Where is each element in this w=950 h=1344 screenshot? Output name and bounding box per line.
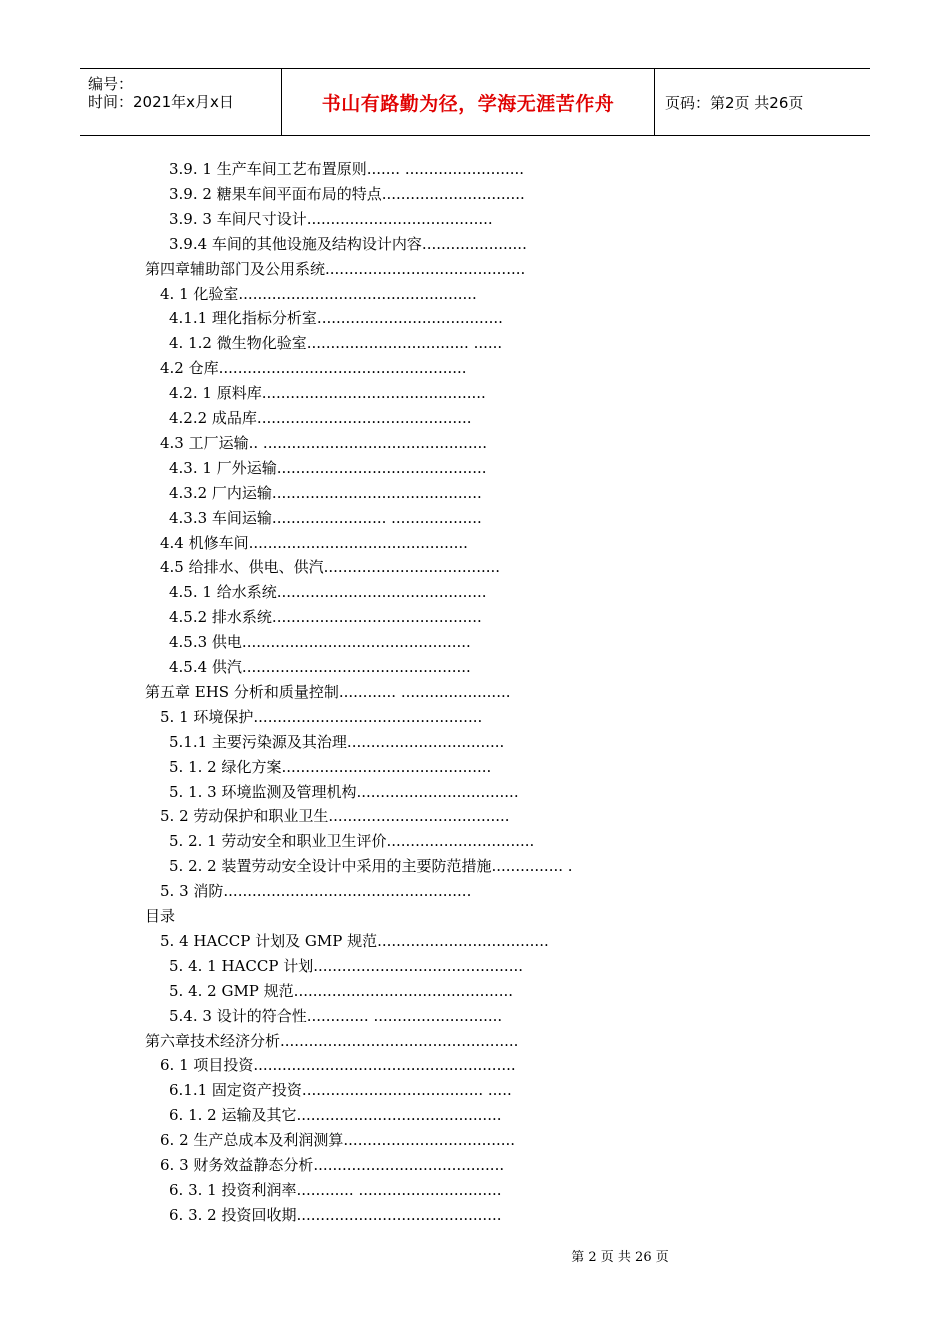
toc-entry[interactable]: 4.5 给排水、供电、供汽..................................... <box>160 558 501 576</box>
toc-entry[interactable]: 5.4. 3 设计的符合性............. ........................... <box>169 1007 503 1025</box>
toc-entry[interactable]: 5. 4. 1 HACCP 计划............................................ <box>169 957 523 975</box>
toc-entry[interactable]: 4. 1 化验室.................................................. <box>160 285 477 303</box>
toc-entry[interactable]: 5. 2. 2 装置劳动安全设计中采用的主要防范措施............... . <box>169 857 573 875</box>
toc-entry[interactable]: 4.2 仓库.................................................... <box>160 359 467 377</box>
toc-entry[interactable]: 第五章 EHS 分析和质量控制............ ....................... <box>145 683 511 701</box>
toc-entry[interactable]: 6.1.1 固定资产投资...................................... ..... <box>169 1081 512 1099</box>
document-time-label: 时间：2021年x月x日 <box>88 93 234 111</box>
toc-entry[interactable]: 4.3 工厂运输.. ............................................... <box>160 434 488 452</box>
header-motto-cell <box>282 69 655 135</box>
document-number-label: 编号： <box>88 75 134 93</box>
toc-entry[interactable]: 4.3. 1 厂外运输............................................ <box>169 459 487 477</box>
toc-entry[interactable]: 3.9. 3 车间尺寸设计....................................... <box>169 210 493 228</box>
toc-entry[interactable]: 4.3.3 车间运输........................ ................... <box>169 509 482 527</box>
toc-entry[interactable]: 6. 3. 2 投资回收期........................................... <box>169 1206 502 1224</box>
toc-entry[interactable]: 3.9. 2 糖果车间平面布局的特点.............................. <box>169 185 525 203</box>
toc-entry[interactable]: 6. 3 财务效益静态分析........................................ <box>160 1156 505 1174</box>
toc-entry[interactable]: 5. 1 环境保护................................................ <box>160 708 483 726</box>
toc-entry[interactable]: 6. 1 项目投资....................................................... <box>160 1056 516 1074</box>
toc-entry[interactable]: 6. 3. 1 投资利润率............ .............................. <box>169 1181 502 1199</box>
toc-entry[interactable]: 6. 1. 2 运输及其它........................................... <box>169 1106 502 1124</box>
toc-entry[interactable]: 4.1.1 理化指标分析室....................................... <box>169 309 503 327</box>
header-meta-cell <box>80 69 282 135</box>
toc-entry[interactable]: 5. 1. 3 环境监测及管理机构.................................. <box>169 783 519 801</box>
toc-entry[interactable]: 3.9. 1 生产车间工艺布置原则....... ......................... <box>169 160 525 178</box>
toc-entry[interactable]: 5. 4 HACCP 计划及 GMP 规范.................................... <box>160 932 549 950</box>
header-page-cell <box>655 69 870 135</box>
toc-entry[interactable]: 5. 2 劳动保护和职业卫生...................................... <box>160 807 510 825</box>
toc-entry[interactable]: 4.5.2 排水系统............................................ <box>169 608 482 626</box>
footer-page-number: 第 2 页 共 26 页 <box>571 1250 669 1265</box>
toc-entry[interactable]: 6. 2 生产总成本及利润测算.................................... <box>160 1131 516 1149</box>
toc-entry[interactable]: 3.9.4 车间的其他设施及结构设计内容...................... <box>169 235 527 253</box>
toc-entry[interactable]: 4.3.2 厂内运输............................................ <box>169 484 482 502</box>
toc-entry[interactable]: 4.5. 1 给水系统............................................ <box>169 583 487 601</box>
page-header <box>80 68 870 136</box>
toc-entry[interactable]: 4.4 机修车间.............................................. <box>160 534 468 552</box>
toc-entry[interactable]: 第四章辅助部门及公用系统.......................................... <box>145 260 526 278</box>
toc-entry[interactable]: 目录 <box>145 907 176 925</box>
toc-entry[interactable]: 4.2.2 成品库............................................. <box>169 409 472 427</box>
toc-entry[interactable]: 4.5.3 供电................................................ <box>169 633 471 651</box>
toc-entry[interactable]: 4. 1.2 微生物化验室.................................. ...... <box>169 334 503 352</box>
header-motto: 书山有路勤为径，学海无涯苦作舟 <box>321 92 615 115</box>
toc-entry[interactable]: 5. 2. 1 劳动安全和职业卫生评价............................... <box>169 832 535 850</box>
toc-entry[interactable]: 5. 4. 2 GMP 规范.............................................. <box>169 982 514 1000</box>
page-footer <box>0 1246 950 1265</box>
toc-entry[interactable]: 第六章技术经济分析.................................................. <box>145 1032 519 1050</box>
toc-entry[interactable]: 5. 1. 2 绿化方案............................................ <box>169 758 492 776</box>
toc-entry[interactable]: 5.1.1 主要污染源及其治理................................. <box>169 733 505 751</box>
toc-entry[interactable]: 4.5.4 供汽................................................ <box>169 658 471 676</box>
header-page-info: 页码：第2页 共26页 <box>665 93 804 112</box>
toc-entry[interactable]: 4.2. 1 原料库............................................... <box>169 384 486 402</box>
toc-entry[interactable]: 5. 3 消防.................................................... <box>160 882 472 900</box>
